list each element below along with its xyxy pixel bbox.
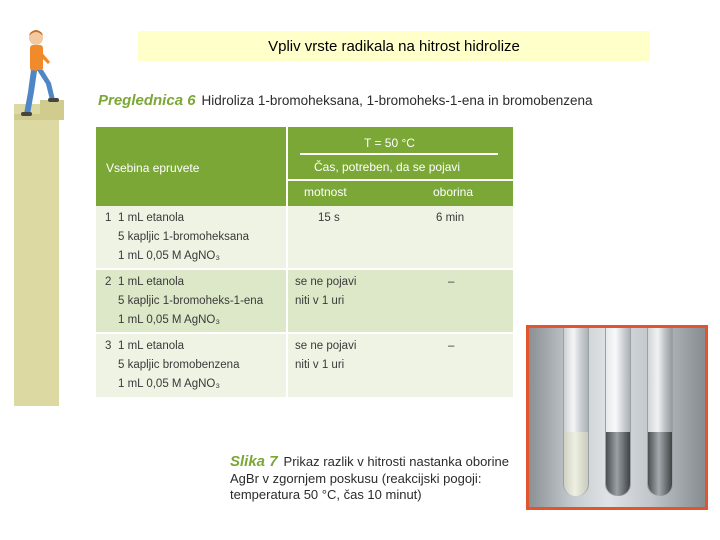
table-caption: [98, 92, 593, 109]
cloudy-liquid: [564, 432, 588, 496]
contents-line: 1 mL 0,05 M AgNO₃: [118, 314, 221, 326]
precipitate-value: 6 min: [436, 212, 465, 224]
contents-line: 1 mL 0,05 M AgNO₃: [118, 378, 221, 390]
table-header-left: [96, 127, 286, 206]
turbidity-value: se ne pojavi niti v 1 uri: [295, 340, 357, 371]
row-contents: [118, 337, 239, 394]
contents-line: 5 kapljic bromobenzena: [118, 359, 240, 371]
decorative-side-bar: [14, 104, 59, 406]
clear-liquid: [606, 432, 630, 496]
test-tubes-photo: [526, 325, 708, 510]
contents-line: 5 kapljic 1-bromoheksana: [118, 231, 250, 243]
header-turbidity: motnost: [304, 185, 347, 199]
row-number: 3: [105, 340, 112, 352]
precipitate-value: –: [448, 276, 455, 288]
contents-line: 1 mL etanola: [118, 340, 185, 352]
table-caption-label: Preglednica 6: [98, 92, 196, 109]
header-contents-label: Vsebina epruvete: [106, 161, 200, 175]
climbing-person-icon: [10, 28, 66, 124]
turbidity-value: 15 s: [318, 212, 340, 224]
table-caption-text: Hidroliza 1-bromoheksana, 1-bromoheks-1-ena in bromobenzena: [201, 93, 593, 108]
header-temperature: T = 50 °C: [364, 136, 415, 150]
clear-liquid: [648, 432, 672, 496]
test-tube: [563, 328, 589, 496]
figure-caption-text: Prikaz razlik v hitrosti nastanka oborine AgBr v zgornjem poskusu (reakcijski pogoji: temperatura 50 °C, čas 10 minut): [230, 454, 509, 502]
test-tube: [605, 328, 631, 496]
precipitate-value: –: [448, 340, 455, 352]
contents-line: 1 mL 0,05 M AgNO₃: [118, 250, 221, 262]
contents-line: 1 mL etanola: [118, 212, 185, 224]
header-time-label: Čas, potreben, da se pojavi: [314, 160, 461, 174]
header-precipitate: oborina: [433, 185, 474, 199]
contents-line: 5 kapljic 1-bromoheks-1-ena: [118, 295, 264, 307]
figure-caption-label: Slika 7: [230, 453, 278, 470]
header-divider: [300, 153, 498, 155]
figure-caption: [230, 454, 520, 504]
row-contents: [118, 273, 263, 330]
row-number: 2: [105, 276, 112, 288]
header-divider: [288, 179, 513, 181]
column-divider: [286, 127, 288, 397]
page-title: Vpliv vrste radikala na hitrost hidrolize: [268, 37, 520, 55]
turbidity-value: se ne pojavi niti v 1 uri: [295, 276, 357, 307]
contents-line: 1 mL etanola: [118, 276, 185, 288]
test-tube: [647, 328, 673, 496]
title-banner: [138, 31, 650, 61]
results-table: [96, 127, 513, 397]
row-contents: [118, 209, 249, 266]
table-header-right: [288, 127, 513, 206]
row-number: 1: [105, 212, 112, 224]
